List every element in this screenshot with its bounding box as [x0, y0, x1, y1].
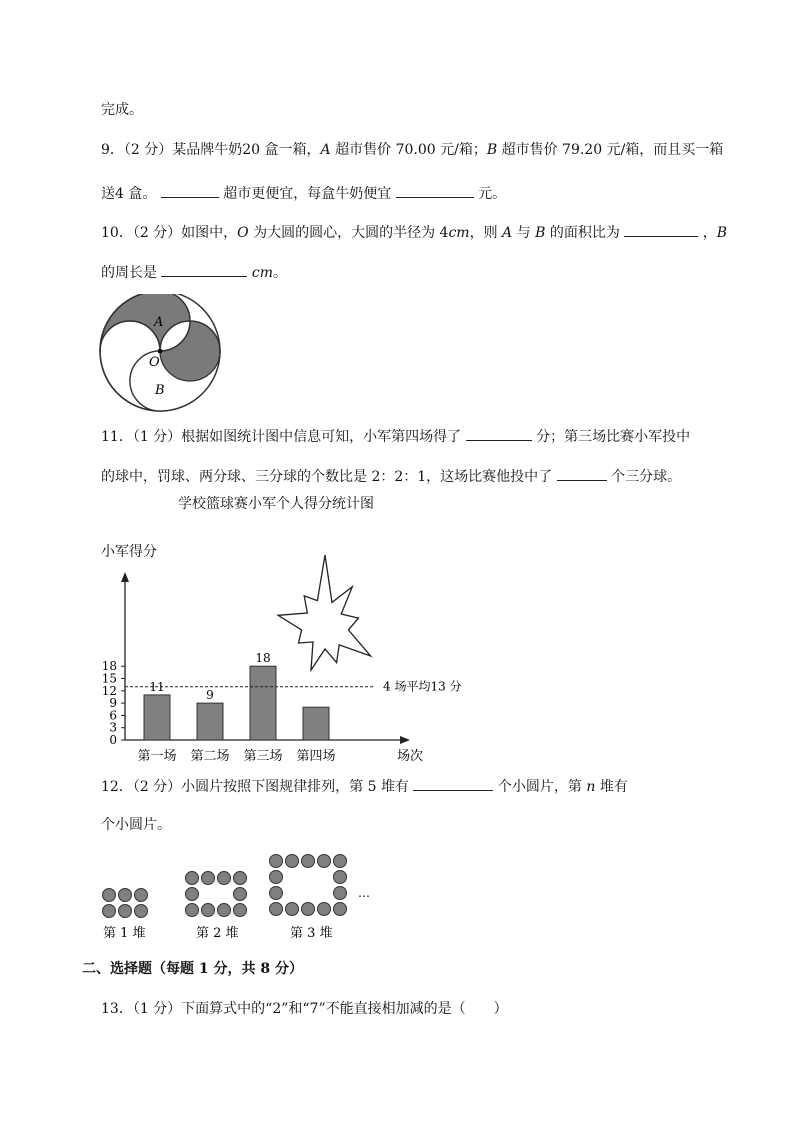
- q10-text: 与: [512, 225, 536, 241]
- small-disc: [186, 888, 199, 901]
- y-axis-label: 小军得分: [101, 544, 157, 560]
- small-disc: [234, 904, 247, 917]
- y-tick-label: 12: [101, 683, 117, 698]
- bar-hidden: [303, 707, 329, 740]
- q12-var-n: n: [586, 779, 596, 795]
- question-13: 13．（1 分）下面算式中的“2”和“7”不能直接相加减的是（ ）: [101, 1001, 508, 1017]
- q10-text: 的周长是: [101, 265, 162, 281]
- q10-text: 为大圆的圆心，大圆的半径为 4: [248, 225, 449, 241]
- small-disc: [202, 872, 215, 885]
- q10-text: ，: [702, 225, 717, 241]
- pile-label: 第 1 堆: [103, 926, 146, 941]
- y-tick-label: 6: [109, 708, 117, 723]
- y-tick-label: 15: [101, 671, 117, 686]
- question-11-line-2: [101, 466, 681, 486]
- section-heading: 二、选择题（每题 1 分，共 8 分）: [82, 961, 303, 977]
- q12-text: 个小圆片，第: [493, 779, 587, 795]
- x-tick-label: 第二场: [190, 749, 230, 764]
- question-9-line-1: [101, 141, 723, 159]
- answer-blank[interactable]: [161, 262, 247, 277]
- explosion-burst-icon: [278, 555, 371, 670]
- q10-var-b: B: [716, 225, 728, 241]
- small-disc: [334, 887, 347, 900]
- q10-unit: cm: [448, 225, 470, 241]
- label-o: O: [149, 355, 160, 370]
- small-disc: [302, 855, 315, 868]
- pile-label: 第 2 堆: [196, 926, 239, 941]
- answer-blank[interactable]: [624, 222, 698, 237]
- center-point: [158, 349, 163, 354]
- small-disc: [270, 903, 283, 916]
- q9-text: 盒一箱，: [260, 142, 321, 158]
- small-disc: [234, 888, 247, 901]
- small-disc: [202, 904, 215, 917]
- q10-var-a: A: [502, 225, 513, 241]
- q11-text: 的球中，罚球、两分球、三分球的个数比是 2：2：1，这场比赛他投中了: [101, 469, 557, 485]
- q10-text: 的面积比为: [545, 225, 625, 241]
- bar: [250, 666, 276, 740]
- q10-text: ，则: [469, 225, 503, 241]
- label-a: A: [154, 315, 164, 330]
- bar: [144, 695, 170, 740]
- answer-blank[interactable]: [557, 466, 607, 481]
- small-disc: [103, 889, 116, 902]
- x-axis-arrow: [400, 736, 410, 744]
- bar-value-label: 9: [206, 688, 214, 703]
- circle-pattern-figure: [90, 845, 390, 945]
- q11-text: 个三分球。: [606, 469, 682, 485]
- small-disc: [218, 872, 231, 885]
- q9-text: 送: [101, 186, 115, 202]
- answer-blank[interactable]: [161, 183, 219, 198]
- q9-text: 超市更便宜，每盒牛奶便宜: [223, 186, 396, 202]
- label-b: B: [155, 383, 165, 398]
- circle-figure: [98, 294, 230, 418]
- x-tick-label: 第四场: [296, 749, 336, 764]
- small-disc: [318, 903, 331, 916]
- text-line: 完成。: [101, 102, 143, 118]
- question-10-line-1: [101, 222, 727, 242]
- chart-title: 学校篮球赛小军个人得分统计图: [178, 496, 374, 512]
- q11-text: 分；第三场比赛小军投中: [531, 429, 691, 445]
- pile-label: 第 3 堆: [290, 926, 333, 941]
- q10-var-b: B: [535, 225, 546, 241]
- bar-chart: [90, 530, 510, 770]
- y-tick-label: 3: [109, 720, 117, 735]
- question-12-line-2: 个小圆片。: [101, 817, 171, 833]
- q11-text: 11．（1 分）根据如图统计图中信息可知，小军第四场得了: [101, 429, 466, 445]
- answer-blank[interactable]: [413, 776, 493, 791]
- small-disc: [135, 905, 148, 918]
- small-disc: [119, 905, 132, 918]
- q10-text: 10．（2 分）如图中，: [101, 225, 238, 241]
- average-label: 4 场平均13 分: [383, 679, 462, 694]
- q9-text: 元/箱，而且买一箱: [602, 142, 724, 158]
- x-tick-label: 第三场: [243, 749, 283, 764]
- small-disc: [135, 889, 148, 902]
- q9-price-a: 70.00: [395, 142, 436, 158]
- q9-number: 20: [242, 142, 261, 158]
- small-disc: [334, 871, 347, 884]
- small-disc: [334, 903, 347, 916]
- small-disc: [103, 905, 116, 918]
- small-disc: [218, 904, 231, 917]
- q9-number: 4: [115, 186, 124, 202]
- answer-blank[interactable]: [396, 183, 474, 198]
- x-tick-label: 第一场: [137, 749, 177, 764]
- small-disc: [286, 903, 299, 916]
- q9-text: 9．（2 分）某品牌牛奶: [101, 142, 243, 158]
- question-9-line-2: [101, 183, 506, 203]
- answer-blank[interactable]: [466, 426, 532, 441]
- small-disc: [234, 872, 247, 885]
- small-disc: [302, 903, 315, 916]
- y-axis-arrow: [121, 572, 129, 582]
- bar-value-label: 11: [149, 679, 165, 694]
- q12-text: 堆有: [595, 779, 628, 795]
- question-12-line-1: [101, 776, 628, 796]
- small-disc: [286, 855, 299, 868]
- y-tick-label: 18: [101, 659, 117, 674]
- q9-var-a: A: [320, 142, 331, 158]
- small-disc: [186, 904, 199, 917]
- q10-text: 。: [273, 265, 288, 281]
- q10-var-o: O: [237, 225, 249, 241]
- small-disc: [186, 872, 199, 885]
- y-tick-label: 9: [109, 696, 117, 711]
- q9-text: 元。: [473, 186, 507, 202]
- small-disc: [270, 887, 283, 900]
- q9-var-b: B: [486, 142, 498, 158]
- question-11-line-1: [101, 426, 690, 446]
- small-disc: [334, 855, 347, 868]
- q9-price-b: 79.20: [562, 142, 603, 158]
- q12-text: 12．（2 分）小圆片按照下图规律排列，第 5 堆有: [101, 779, 414, 795]
- small-disc: [318, 855, 331, 868]
- q10-unit: cm: [251, 265, 274, 281]
- bar: [197, 703, 223, 740]
- question-10-line-2: [101, 262, 287, 282]
- small-disc: [270, 871, 283, 884]
- y-tick-label: 0: [109, 733, 117, 747]
- ellipsis: …: [358, 886, 370, 900]
- q9-text: 元/箱；: [435, 142, 487, 158]
- q9-text: 超市售价: [330, 142, 396, 158]
- bar-value-label: 18: [255, 651, 271, 666]
- q9-text: 超市售价: [497, 142, 563, 158]
- x-axis-label: 场次: [397, 749, 424, 764]
- small-disc: [119, 889, 132, 902]
- small-disc: [270, 855, 283, 868]
- q9-text: 盒。: [123, 186, 157, 202]
